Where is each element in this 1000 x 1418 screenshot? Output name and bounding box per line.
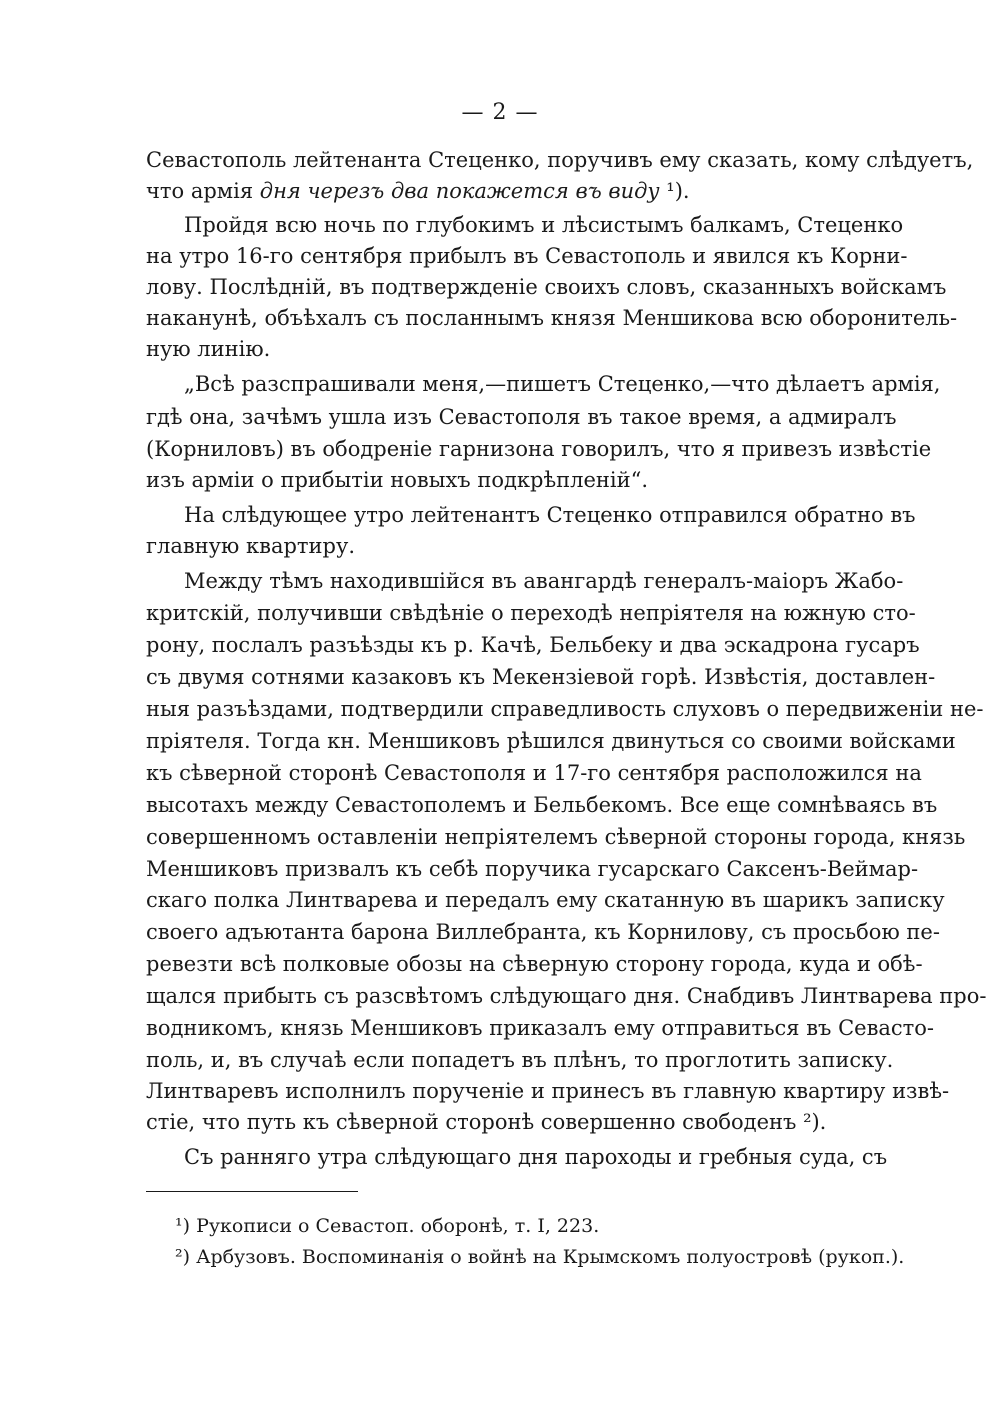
text-line: Севастополь лейтенанта Стеценко, поручивъ ему сказать, кому слѣдуетъ, <box>146 148 974 172</box>
text-line: водникомъ, князь Меншиковъ приказалъ ему отправиться въ Севасто- <box>146 1016 935 1040</box>
text-line: ревезти всѣ полковые обозы на сѣверную сторону города, куда и обѣ- <box>146 952 923 976</box>
text-line: скаго полка Линтварева и передалъ ему скатанную въ шарикъ записку <box>146 888 945 912</box>
text-line: „Всѣ разспрашивали меня,—пишетъ Стеценко,—что дѣлаетъ армія, <box>184 372 941 396</box>
text-line: критскій, получивши свѣдѣніе о переходѣ непріятеля на южную сто- <box>146 601 916 625</box>
text-line: къ сѣверной сторонѣ Севастополя и 17-го сентября расположился на <box>146 761 922 785</box>
text-line: Меншиковъ призвалъ къ себѣ поручика гусарскаго Саксенъ-Веймар- <box>146 857 919 881</box>
text-line: Линтваревъ исполнилъ порученіе и принесъ въ главную квартиру извѣ- <box>146 1079 950 1103</box>
text-line: совершенномъ оставленіи непріятелемъ сѣверной стороны города, князь <box>146 825 966 849</box>
text-line: Между тѣмъ находившійся въ авангардѣ генералъ-маіоръ Жабо- <box>184 569 904 593</box>
footnote-divider <box>146 1191 358 1192</box>
footnote: ²) Арбузовъ. Воспоминанія о войнѣ на Крымскомъ полуостровѣ (рукоп.). <box>175 1246 905 1268</box>
text-line: лову. Послѣдній, въ подтвержденіе своихъ словъ, сказанныхъ войскамъ <box>146 275 947 299</box>
page-number: — 2 — <box>461 100 539 125</box>
text-line: поль, и, въ случаѣ если попадетъ въ плѣнъ, то проглотить записку. <box>146 1048 894 1072</box>
text-line <box>146 176 810 206</box>
text-line: на утро 16-го сентября прибылъ въ Севастополь и явился къ Корни- <box>146 244 908 268</box>
text-line: рону, послалъ разъѣзды къ р. Качѣ, Бельбеку и два эскадрона гусаръ <box>146 633 920 657</box>
text-line: съ двумя сотнями казаковъ къ Мекензіевой горѣ. Извѣстія, доставлен- <box>146 665 936 689</box>
text-line: ную линію. <box>146 337 271 361</box>
text-line: На слѣдующее утро лейтенантъ Стеценко отправился обратно въ <box>184 503 916 527</box>
text-line: своего адъютанта барона Виллебранта, къ Корнилову, съ просьбою пе- <box>146 920 940 944</box>
text-line: главную квартиру. <box>146 534 355 558</box>
text-line: высотахъ между Севастополемъ и Бельбекомъ. Все еще сомнѣваясь въ <box>146 793 938 817</box>
text-line: ныя разъѣздами, подтвердили справедливость слуховъ о передвиженіи не- <box>146 697 984 721</box>
text-line: изъ арміи о прибытіи новыхъ подкрѣпленій“. <box>146 468 649 492</box>
text-line: (Корниловъ) въ ободреніе гарнизона говорилъ, что я привезъ извѣстіе <box>146 437 932 461</box>
text-line: щался прибыть съ разсвѣтомъ слѣдующаго дня. Снабдивъ Линтварева про- <box>146 984 987 1008</box>
text-line: наканунѣ, объѣхалъ съ посланнымъ князя Меншикова всю оборонитель- <box>146 306 958 330</box>
footnote: ¹) Рукописи о Севастоп. оборонѣ, т. I, 223. <box>175 1215 600 1237</box>
text-line: стіе, что путь къ сѣверной сторонѣ совершенно свободенъ ²). <box>146 1110 827 1134</box>
emphasis-text: дня черезъ два покажется въ виду <box>259 179 660 203</box>
footnote-ref: ¹). <box>659 179 690 203</box>
text-span: что армія <box>146 179 260 203</box>
text-line: Пройдя всю ночь по глубокимъ и лѣсистымъ балкамъ, Стеценко <box>184 213 904 237</box>
text-line: Съ ранняго утра слѣдующаго дня пароходы и гребныя суда, съ <box>184 1145 888 1169</box>
text-line: пріятеля. Тогда кн. Меншиковъ рѣшился двинуться со своими войсками <box>146 729 956 753</box>
text-line: гдѣ она, зачѣмъ ушла изъ Севастополя въ такое время, а адмиралъ <box>146 405 897 429</box>
